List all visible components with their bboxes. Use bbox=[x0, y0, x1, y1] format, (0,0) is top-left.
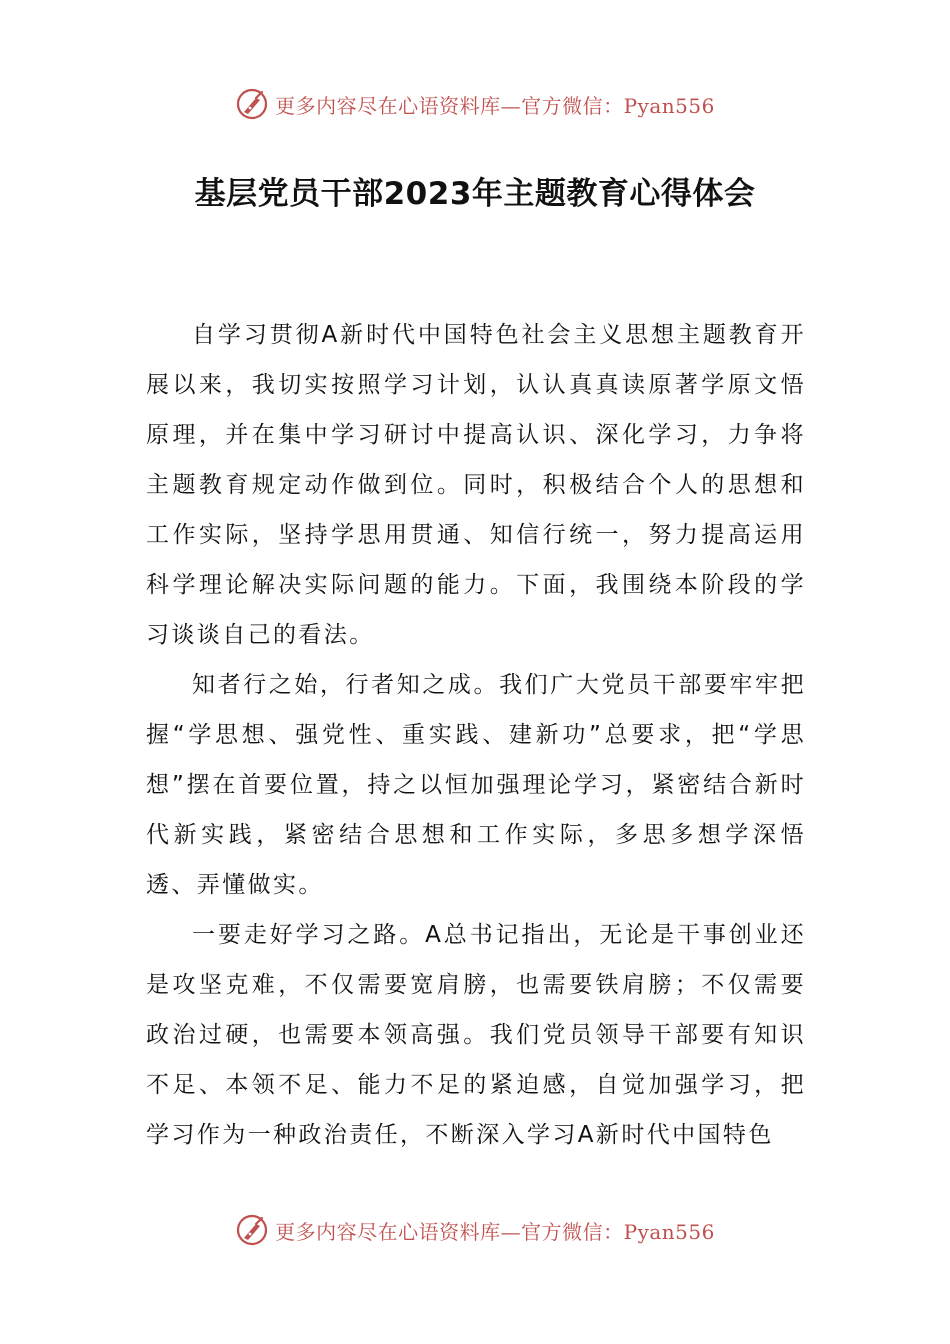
document-title: 基层党员干部2023年主题教育心得体会 bbox=[194, 176, 756, 212]
footer-banner bbox=[0, 1210, 950, 1250]
header-banner-text: 更多内容尽在心语资料库—官方微信：Pyan556 bbox=[275, 93, 715, 118]
header-banner bbox=[0, 84, 950, 124]
paragraph-3: 一要走好学习之路。A总书记指出，无论是干事创业还是攻坚克难，不仅需要宽肩膀，也需要铁肩膀；不仅需要政治过硬，也需要本领高强。我们党员领导干部要有知识不足、本领不足、能力不足的紧迫感，自觉加强学习，把学习作为一种政治责任，不断深入学习A新时代中国特色 bbox=[146, 922, 806, 1148]
footer-banner-text: 更多内容尽在心语资料库—官方微信：Pyan556 bbox=[275, 1219, 715, 1244]
paragraph-2: 知者行之始，行者知之成。我们广大党员干部要牢牢把握“学思想、强党性、重实践、建新功”总要求，把“学思想”摆在首要位置，持之以恒加强理论学习，紧密结合新时代新实践，紧密结合思想和工作实际，多思多想学深悟透、弄懂做实。 bbox=[146, 672, 806, 898]
paragraph-1: 自学习贯彻A新时代中国特色社会主义思想主题教育开展以来，我切实按照学习计划，认认真真读原著学原文悟原理，并在集中学习研讨中提高认识、深化学习，力争将主题教育规定动作做到位。同时，积极结合个人的思想和工作实际，坚持学思用贯通、知信行统一，努力提高运用科学理论解决实际问题的能力。下面，我围绕本阶段的学习谈谈自己的看法。 bbox=[146, 322, 806, 648]
pen-nib-circle-icon bbox=[235, 87, 269, 121]
pen-nib-circle-icon bbox=[235, 1213, 269, 1247]
document-body bbox=[146, 310, 806, 1160]
